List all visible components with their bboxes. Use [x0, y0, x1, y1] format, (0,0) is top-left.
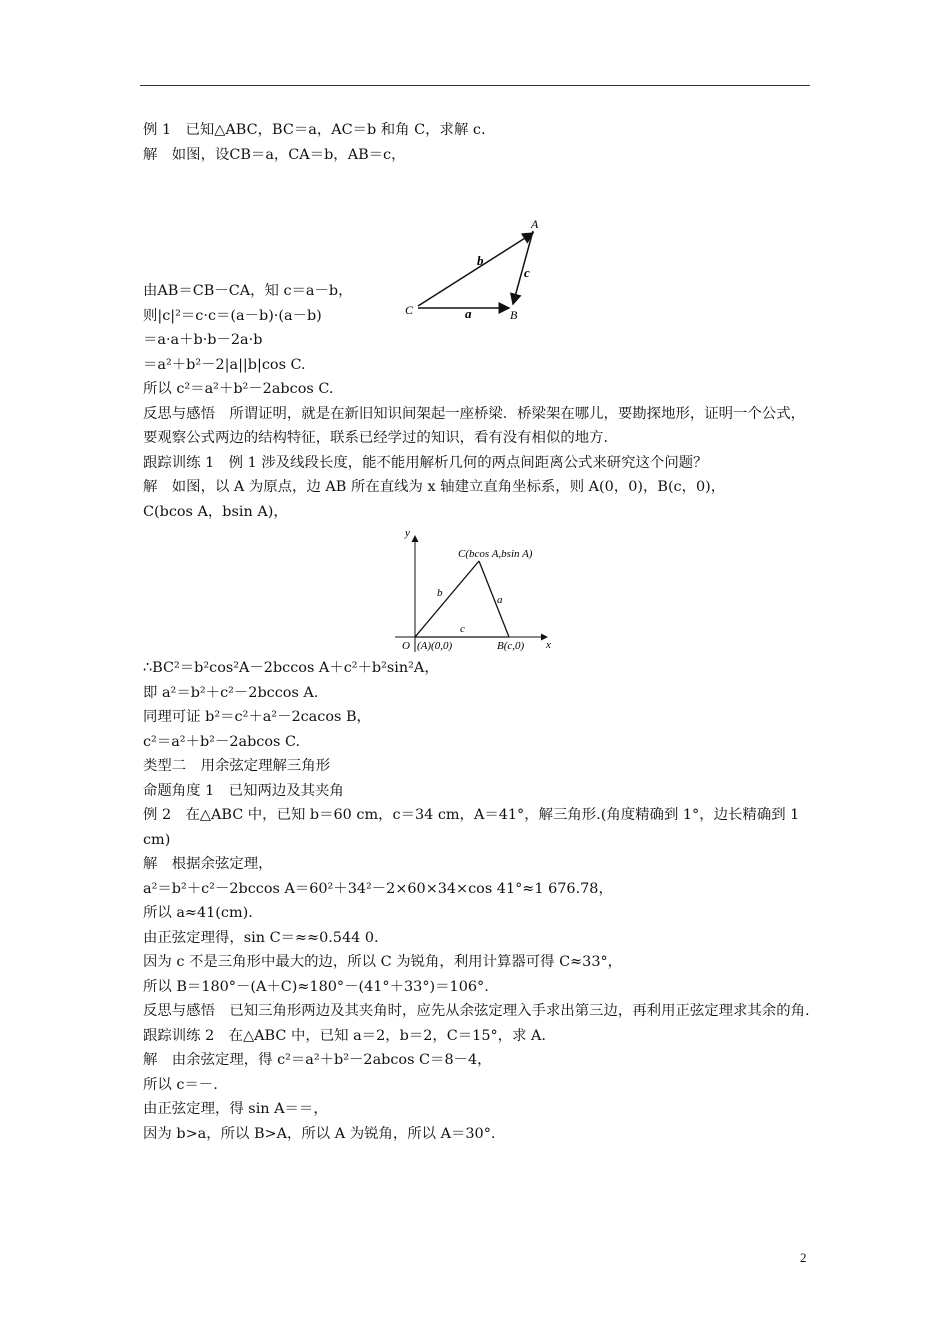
x-axis-label: x [546, 639, 551, 651]
example-2-step-3: 由正弦定理得，sin C＝≈≈0.544 0. [143, 929, 379, 946]
derivation-line-4: ＝a²＋b²－2|a||b|cos C. [143, 356, 306, 373]
practice-2-step-3: 由正弦定理，得 sin A＝＝， [143, 1101, 328, 1117]
example-2-step-4: 因为 c 不是三角形中最大的边，所以 C 为锐角，利用计算器可得 C≈33°， [143, 954, 623, 970]
point-A-coord-label: (A)(0,0) [417, 640, 453, 652]
derivation-conclusion: 所以 c²＝a²＋b²－2abcos C. [143, 381, 334, 397]
example-2-step-1: a²＝b²＋c²－2bccos A＝60²＋34²－2×60×34×cos 41°≈1 676.78， [143, 880, 613, 897]
point-B-coord-label: B(c,0) [497, 640, 525, 652]
practice-1-title: 跟踪训练 1 例 1 涉及线段长度，能不能用解析几何的两点间距离公式来研究这个问题？ [143, 454, 708, 471]
point-B-label: B [510, 308, 518, 322]
side-c-fig2-label: c [460, 623, 465, 635]
coord-derivation-4: c²＝a²＋b²－2abcos C. [143, 733, 301, 750]
example-2-solution-start: 解 根据余弦定理， [143, 856, 273, 872]
reflection-1: 反思与感悟 所谓证明，就是在新旧知识间架起一座桥梁．桥梁架在哪儿，要勘探地形，证明一个公式，要观察公式两边的结构特征，联系已经学过的知识，看有没有相似的地方． [143, 405, 805, 446]
side-a-fig2-label: a [497, 594, 503, 606]
example-2-step-2: 所以 a≈41(cm). [143, 905, 253, 921]
practice-2-title: 跟踪训练 2 在△ABC 中，已知 a＝2，b＝2，C＝15°，求 A. [143, 1027, 546, 1044]
document-body [143, 118, 815, 1146]
derivation-line-1: 由AB＝CB－CA，知 c＝a－b， [143, 283, 353, 299]
y-axis-label: y [405, 527, 410, 539]
derivation-line-2: 则|c|²＝c·c＝(a－b)·(a－b) [143, 307, 322, 324]
coordinate-triangle-figure [143, 524, 815, 656]
header-rule [140, 85, 810, 86]
side-b-fig2-label: b [437, 587, 443, 599]
practice-2-step-1: 解 由余弦定理，得 c²＝a²＋b²－2abcos C＝8－4， [143, 1052, 492, 1068]
side-a-segment [479, 561, 509, 637]
reflection-2: 反思与感悟 已知三角形两边及其夹角时，应先从余弦定理入手求出第三边，再利用正弦定理求其余的角. [143, 1003, 810, 1019]
section-type-2-heading: 类型二 用余弦定理解三角形 [143, 758, 331, 774]
example-2-step-5: 所以 B＝180°－(A＋C)≈180°－(41°＋33°)＝106°. [143, 978, 489, 995]
example-2-title: 例 2 在△ABC 中，已知 b＝60 cm，c＝34 cm，A＝41°，解三角形.(角度精确到 1°，边长精确到 1 cm) [143, 807, 800, 848]
point-A-label: A [531, 217, 539, 231]
topic-angle-1-heading: 命题角度 1 已知两边及其夹角 [143, 782, 344, 799]
practice-1-point-C: C(bcos A，bsin A)， [143, 503, 288, 520]
practice-2-step-4: 因为 b>a，所以 B>A，所以 A 为锐角，所以 A＝30°. [143, 1125, 496, 1142]
practice-1-solution: 解 如图，以 A 为原点，边 AB 所在直线为 x 轴建立直角坐标系，则 A(0，0)，B(c，0)， [143, 479, 726, 495]
coord-derivation-2: 即 a²＝b²＋c²－2bccos A. [143, 684, 319, 701]
side-b-label: b [477, 253, 484, 268]
origin-label: O [402, 640, 410, 652]
page-number: 2 [800, 1250, 807, 1265]
practice-2-step-2: 所以 c＝－. [143, 1076, 218, 1093]
side-b-segment [415, 561, 479, 637]
example-1-title: 例 1 已知△ABC，BC＝a，AC＝b 和角 C，求解 c. [143, 122, 486, 138]
coord-derivation-3: 同理可证 b²＝c²＋a²－2cacos B， [143, 709, 371, 725]
solution-intro: 解 如图，设CB＝a，CA＝b，AB＝c， [143, 146, 406, 163]
point-C-coord-label: C(bcos A,bsin A) [458, 548, 533, 560]
side-c-label: c [524, 265, 530, 280]
point-C-label: C [405, 303, 414, 317]
derivation-line-3: ＝a·a＋b·b－2a·b [143, 332, 263, 348]
side-a-label: a [465, 306, 472, 321]
coord-derivation-1: ∴BC²＝b²cos²A－2bccos A＋c²＋b²sin²A， [143, 660, 439, 676]
